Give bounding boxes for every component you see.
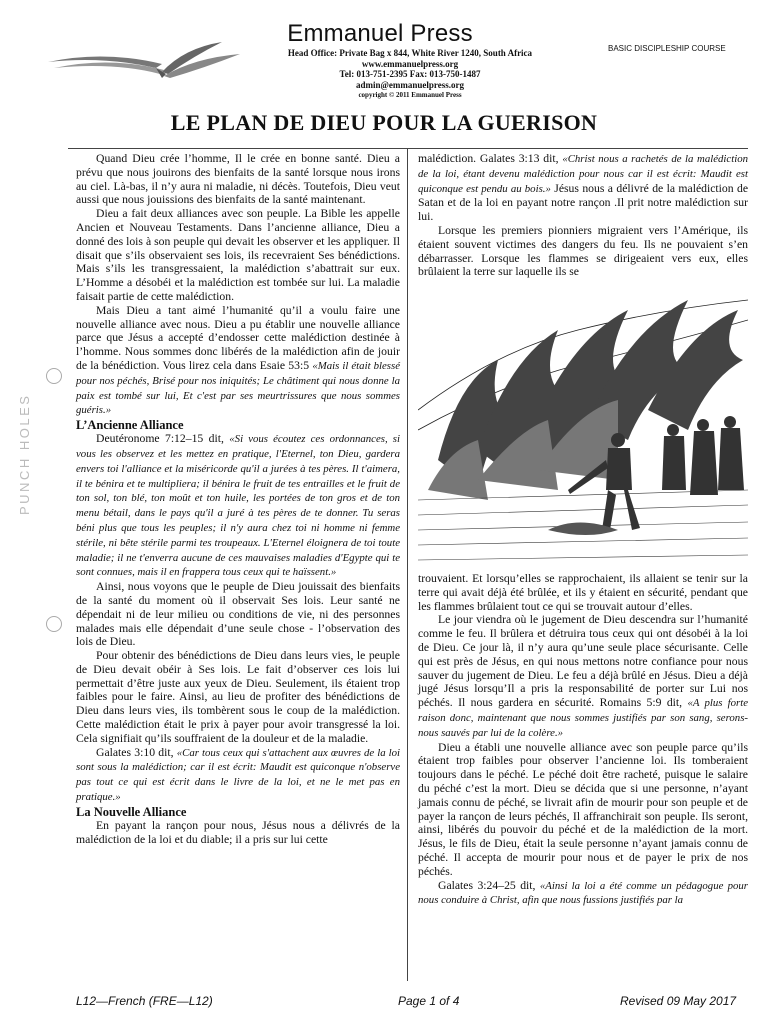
email: admin@emmanuelpress.org <box>356 79 464 90</box>
title-rule <box>68 148 748 149</box>
paragraph-text: Jésus nous a délivré de la malédiction de Satan et de la loi en payant notre rançon .Il prit notre malédiction sur lui. <box>418 181 749 224</box>
paragraph-text: Mais Dieu a tant aimé l’humanité qu’il a voulu faire une nouvelle alliance avec nous. Dieu a pu établir une nouvelle alliance parce que Jésus a accepté d’endosser cette malédiction destinée à l’homme. Nous sommes donc libérés de la malédiction afin de jouir de la bénédiction. Vous lirez cela dans Esaie 53:5 <box>76 303 400 372</box>
paragraph <box>76 304 400 418</box>
scripture-quote: «Ainsi la loi a été comme un pédagogue pour nous conduire à Christ, afin que nous fussions justifiés par la <box>418 879 748 907</box>
paragraph-text: malédiction. Galates 3:13 dit, <box>418 152 563 165</box>
punch-holes-label: PUNCH HOLES <box>17 393 32 515</box>
paragraph-text: Le jour viendra où le jugement de Dieu descendra sur l’humanité comme le feu. Il brûlera et détruira tous ceux qui ont désobéi à la loi de Dieu. Ce jour là, il n’y aura qu’une seule place sécurisante. Celle qui est près de Jésus, en qui nous mettons notre confiance pour nous sauver du jugement de Dieu. Le feu a déjà brûlé en Jésus. Dieu a déjà jugé Jésus lorsqu’Il a pris la responsabilité de porter sur Lui nos péchés. Il nous gardera en sécurité. Romains 5:9 dit, <box>418 613 748 710</box>
section-heading-new-covenant: La Nouvelle Alliance <box>76 804 187 819</box>
paragraph-text: Deutéronome 7:12–15 dit, <box>96 432 230 446</box>
footer-lesson-code: L12—French (FRE—L12) <box>76 994 213 1008</box>
scripture-quote: «Si vous écoutez ces ordonnances, si vous les observez et les mettez en pratique, l'Eternel, ton Dieu, gardera envers toi l'alliance et la miséricorde qu'il a jurées à tes pères. Il t'aimera, il te bénira et te multipliera; il bénira le fruit de tes entrailles et le fruit de ton sol, ton blé, ton moût et ton huile, les portées de ton gros et de ton menu bétail, dans le pays qu'il a juré à tes pères de te donner. Tu seras béni plus que tous les peuples; il n'y aura chez toi ni homme ni femme stérile, ni bête stérile parmi tes troupeaux. L'Eternel éloignera de toi toute maladie; il ne t'enverra aucune de ces mauvaises maladies d'Egypte qui te sont connues, mais il en frappera tous ceux qui te haïssent.» <box>76 433 400 579</box>
paragraph <box>418 152 748 224</box>
column-divider <box>407 148 408 981</box>
publisher-address-block <box>250 48 570 101</box>
paragraph: Pour obtenir des bénédictions de Dieu dans leurs vies, le peuple de Dieu devait obéir à Ses lois. Le fait d’observer ces lois lui permettait d’être juste aux yeux de Dieu. Seulement, ils étaient trop faibles pour le faire. Ainsi, au lieu de profiter des bénédictions de Dieu dans leurs vies, ils tombèrent sous le coup de la malédiction. Cette malédiction était le prix à payer pour avoir transgressé la loi. Cela signifiait qu’ils souffraient de la douleur et de la maladie. <box>76 649 400 745</box>
document-title: LE PLAN DE DIEU POUR LA GUERISON <box>170 110 598 135</box>
scripture-quote: «Mais il était blessé pour nos péchés, Brisé pour nos iniquités; Le châtiment qui nous donne la paix est tombé sur lui, Et c'est par ses meurtrissures que nous sommes guéris.» <box>76 359 400 417</box>
left-column <box>76 152 400 846</box>
paragraph <box>76 746 400 805</box>
punch-hole-marker <box>46 368 62 384</box>
prairie-fire-illustration <box>418 290 748 568</box>
paragraph: Dieu a fait deux alliances avec son peuple. La Bible les appelle Ancien et Nouveau Testaments. Dans l’ancienne alliance, Dieu a donné des lois à son peuple qui devait les observer et les appliquer. Il disait que s’ils observaient ses lois, ils recevraient Ses bénédictions. Mais s’ils les transgressaient, la malédiction s’abattrait sur eux. L’Homme a désobéi et la malédiction est tombée sur lui. La maladie faisait partie de cette malédiction. <box>76 207 400 303</box>
emmanuel-press-logo <box>44 38 244 84</box>
paragraph: trouvaient. Et lorsqu’elles se rapprochaient, ils allaient se tenir sur la terre qui avait déjà été brûlée, et ils y étaient en sécurité, pendant que les flammes brûlaient tout ce qui se trouvait autour d’elles. <box>418 572 748 613</box>
section-heading-old-covenant: L’Ancienne Alliance <box>76 418 184 433</box>
paragraph <box>418 879 748 909</box>
paragraph-text: Galates 3:10 dit, <box>96 745 177 759</box>
paragraph <box>76 432 400 580</box>
phone-fax: Tel: 013-751-2395 Fax: 013-750-1487 <box>339 69 481 80</box>
punch-hole-marker <box>46 616 62 632</box>
head-office-address: Head Office: Private Bag x 844, White River 1240, South Africa <box>287 48 533 58</box>
paragraph: Dieu a établi une nouvelle alliance avec son peuple parce qu’ils étaient trop faibles pour observer l’ancienne loi. Ils tomberaient toujours dans le péché. Le péché doit être racheté, puisque le salaire du péché c’est la mort. Dieu se décida que si une personne, n’ayant jamais connu de péché, se livrait afin de mourir pour son peuple et de payer la rançon de leurs péchés, Il affranchirait son peuple. Ils seront, ainsi, libérés du pouvoir du péché et de la malédiction de la mort. Jésus, le fils de Dieu, était la seule personne n’ayant jamais connu de péché. Il accepta de mourir pour nous et de payer le prix de nos péchés. <box>418 740 748 878</box>
copyright: copyright © 2011 Emmanuel Press <box>358 91 462 100</box>
paragraph: En payant la rançon pour nous, Jésus nous a délivrés de la malédiction de la loi et du diable; il a pris sur lui cette <box>76 818 400 846</box>
website: www.emmanuelpress.org <box>361 58 459 69</box>
scripture-quote: «Christ nous a rachetés de la malédiction de la loi, étant devenu malédiction pour nous car il est écrit: Maudit est quiconque est pendu au bois.» <box>418 153 748 195</box>
scripture-quote: «A plus forte raison donc, maintenant que nous sommes justifiés par son sang, serons-nous sauvés par lui de la colère.» <box>418 697 748 739</box>
footer-page-number: Page 1 of 4 <box>398 994 460 1008</box>
paragraph <box>418 613 748 740</box>
right-column-bottom <box>418 572 748 908</box>
right-column-top <box>418 152 748 279</box>
paragraph-text: Galates 3:24–25 dit, <box>438 878 540 892</box>
publisher-name: Emmanuel Press <box>287 20 473 47</box>
course-name: BASIC DISCIPLESHIP COURSE <box>608 44 726 53</box>
paragraph: Lorsque les premiers pionniers migraient vers l’Amérique, ils étaient souvent victimes des dangers du feu. Ils ne pouvaient s’en débarrasser. Lorsque les flammes se dirigeaient vers eux, elles brûlaient la terre sur laquelle ils se <box>418 223 748 279</box>
scripture-quote: «Car tous ceux qui s'attachent aux œuvres de la loi sont sous la malédiction; car il est écrit: Maudit est quiconque n'observe pas tout ce qui est écrit dans le livre de la loi, et ne le met pas en pratique.» <box>76 746 400 804</box>
paragraph: Quand Dieu crée l’homme, Il le crée en bonne santé. Dieu a prévu que nous jouirons des bienfaits de la santé lorsque nous irons au ciel. Là-bas, il n’y aura ni maladie, ni décès. Toutefois, Dieu veut aussi que nous jouissions des bienfaits de la santé maintenant. <box>76 152 400 207</box>
paragraph: Ainsi, nous voyons que le peuple de Dieu jouissait des bienfaits de la santé du moment où il observait Ses lois. Leur santé ne dépendait ni de leur milieu ou conditions de vie, ni des personnes malades mais elle dépendait d’une seule chose - l’observation des lois de Dieu. <box>76 580 400 649</box>
footer-revision-date: Revised 09 May 2017 <box>620 994 737 1008</box>
